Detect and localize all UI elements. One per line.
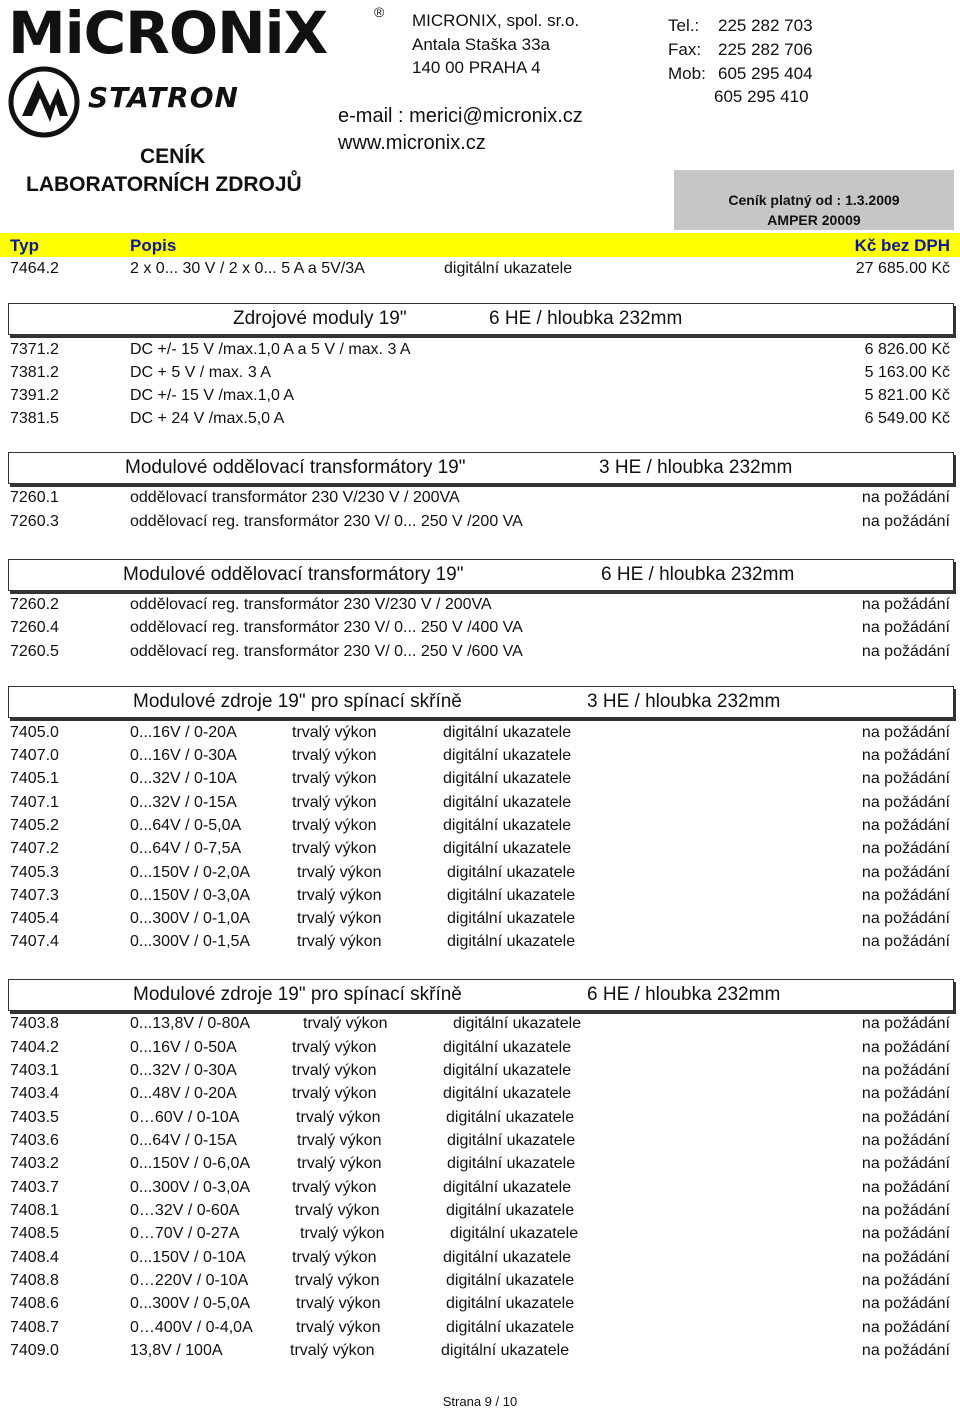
item-description: 0…60V / 0-10A [130, 1109, 240, 1126]
item-price: na požádání [861, 1225, 950, 1242]
item-code: 7408.4 [10, 1249, 59, 1266]
item-price: na požádání [861, 817, 950, 834]
item-price: na požádání [861, 619, 950, 636]
item-description: DC + 5 V / max. 3 A [130, 364, 271, 381]
item-mode: trvalý výkon [297, 887, 382, 904]
item-price: na požádání [861, 643, 950, 660]
item-code: 7403.5 [10, 1109, 59, 1126]
section-subtitle: 3 HE / hloubka 232mm [587, 691, 781, 712]
item-display: digitální ukazatele [453, 1015, 582, 1032]
item-code: 7408.5 [10, 1225, 59, 1242]
price-row [0, 511, 960, 533]
item-mode: trvalý výkon [300, 1225, 385, 1242]
item-mode: trvalý výkon [303, 1015, 388, 1032]
price-row [0, 362, 960, 384]
item-code: 7260.1 [10, 489, 59, 506]
item-mode: trvalý výkon [292, 840, 377, 857]
company-city: 140 00 PRAHA 4 [412, 58, 541, 77]
item-description: DC +/- 15 V /max.1,0 A a 5 V / max. 3 A [130, 341, 411, 358]
item-display: digitální ukazatele [450, 1225, 579, 1242]
item-description: 0...32V / 0-30A [130, 1062, 237, 1079]
item-display: digitální ukazatele [446, 1272, 575, 1289]
item-mode: trvalý výkon [292, 1062, 377, 1079]
item-price: na požádání [861, 864, 950, 881]
price-row [0, 1130, 960, 1152]
item-code: 7407.0 [10, 747, 59, 764]
item-code: 7409.0 [10, 1342, 59, 1359]
section-header [8, 979, 954, 1011]
item-description: 0…400V / 0-4,0A [130, 1319, 253, 1336]
item-price: na požádání [861, 1062, 950, 1079]
price-row [0, 745, 960, 767]
item-price: na požádání [861, 1132, 950, 1149]
item-display: digitální ukazatele [443, 794, 572, 811]
price-row [0, 408, 960, 430]
item-price: na požádání [861, 1155, 950, 1172]
item-price: na požádání [861, 489, 950, 506]
price-row [0, 1247, 960, 1269]
item-mode: trvalý výkon [297, 910, 382, 927]
section-title: Modulové zdroje 19" pro spínací skříně [133, 691, 462, 712]
item-description: 0...48V / 0-20A [130, 1085, 237, 1102]
item-description: DC + 24 V /max.5,0 A [130, 410, 285, 427]
mob-number-1: 605 295 404 [718, 64, 813, 83]
page-number: Strana 9 / 10 [442, 1394, 518, 1409]
item-price: na požádání [861, 770, 950, 787]
item-price: na požádání [861, 1109, 950, 1126]
item-display: digitální ukazatele [446, 1202, 575, 1219]
item-code: 7405.4 [10, 910, 59, 927]
item-mode: trvalý výkon [292, 1039, 377, 1056]
item-price: na požádání [861, 1039, 950, 1056]
item-description: 0...300V / 0-3,0A [130, 1179, 251, 1196]
item-price: na požádání [861, 596, 950, 613]
item-mode: trvalý výkon [292, 794, 377, 811]
price-row [0, 1317, 960, 1339]
price-row [0, 1223, 960, 1245]
item-code: 7408.6 [10, 1295, 59, 1312]
item-display: digitální ukazatele [447, 933, 576, 950]
item-mode: trvalý výkon [297, 1155, 382, 1172]
item-code: 7371.2 [10, 341, 59, 358]
price-row [0, 641, 960, 663]
item-price: 6 826.00 Kč [864, 341, 950, 358]
item-description: 0...32V / 0-10A [130, 770, 237, 787]
item-price: 5 163.00 Kč [864, 364, 950, 381]
price-row [0, 931, 960, 953]
validity-date: Ceník platný od : 1.3.2009 [728, 192, 900, 208]
item-description: oddělovací reg. transformátor 230 V/230 V / 200VA [130, 596, 492, 613]
item-display: digitální ukazatele [443, 1179, 572, 1196]
item-price: na požádání [861, 724, 950, 741]
statron-emblem-icon [8, 66, 80, 138]
item-mode: trvalý výkon [292, 1249, 377, 1266]
mob-number-2: 605 295 410 [714, 87, 809, 106]
price-row [0, 792, 960, 814]
item-description: 0...32V / 0-15A [130, 794, 237, 811]
price-row [0, 908, 960, 930]
item-code: 7408.8 [10, 1272, 59, 1289]
registered-mark: ® [374, 4, 385, 20]
item-description: 0...64V / 0-5,0A [130, 817, 242, 834]
item-description: 0…32V / 0-60A [130, 1202, 240, 1219]
column-header-bar [0, 233, 960, 257]
item-code: 7405.1 [10, 770, 59, 787]
item-description: 0...16V / 0-20A [130, 724, 237, 741]
item-code: 7403.1 [10, 1062, 59, 1079]
item-display: digitální ukazatele [443, 724, 572, 741]
price-row [0, 1153, 960, 1175]
section-subtitle: 3 HE / hloubka 232mm [599, 457, 793, 478]
price-row [0, 1177, 960, 1199]
item-description: 0…220V / 0-10A [130, 1272, 249, 1289]
price-row [0, 885, 960, 907]
item-mode: trvalý výkon [296, 1295, 381, 1312]
item-mode: trvalý výkon [292, 1179, 377, 1196]
item-code: 7404.2 [10, 1039, 59, 1056]
section-header [8, 686, 954, 718]
item-description: 0...150V / 0-2,0A [130, 864, 251, 881]
item-mode: trvalý výkon [292, 1085, 377, 1102]
item-code: 7260.5 [10, 643, 59, 660]
price-row [0, 1083, 960, 1105]
item-mode: trvalý výkon [297, 1132, 382, 1149]
item-price: na požádání [861, 910, 950, 927]
micronix-logo: MiCRONiX [8, 0, 328, 67]
item-code: 7403.6 [10, 1132, 59, 1149]
price-row [0, 838, 960, 860]
item-code: 7405.0 [10, 724, 59, 741]
item-description: 0...16V / 0-30A [130, 747, 237, 764]
item-code: 7407.4 [10, 933, 59, 950]
item-display: digitální ukazatele [441, 1342, 570, 1359]
item-display: digitální ukazatele [443, 1085, 572, 1102]
section-subtitle: 6 HE / hloubka 232mm [587, 984, 781, 1005]
item-description: 0...300V / 0-1,5A [130, 933, 251, 950]
item-price: 5 821.00 Kč [864, 387, 950, 404]
section-title: Modulové oddělovací transformátory 19" [125, 457, 466, 478]
item-description: 13,8V / 100A [130, 1342, 223, 1359]
item-code: 7381.5 [10, 410, 59, 427]
item-description: 0...300V / 0-1,0A [130, 910, 251, 927]
item-code: 7407.1 [10, 794, 59, 811]
item-price: na požádání [861, 513, 950, 530]
price-row [0, 258, 960, 280]
price-row [0, 1037, 960, 1059]
section-title: Modulové zdroje 19" pro spínací skříně [133, 984, 462, 1005]
item-description: 0...64V / 0-15A [130, 1132, 237, 1149]
item-display: digitální ukazatele [446, 1319, 575, 1336]
section-header [8, 303, 954, 335]
section-header [8, 452, 954, 484]
item-display: digitální ukazatele [443, 1062, 572, 1079]
column-popis: Popis [130, 236, 177, 255]
item-price: na požádání [861, 933, 950, 950]
mob-label: Mob: [668, 64, 706, 83]
item-description: 0...300V / 0-5,0A [130, 1295, 251, 1312]
item-price: 27 685.00 Kč [855, 260, 950, 277]
item-code: 7403.2 [10, 1155, 59, 1172]
item-code: 7407.2 [10, 840, 59, 857]
company-web: www.micronix.cz [338, 132, 486, 154]
column-price: Kč bez DPH [854, 236, 950, 255]
price-row [0, 1270, 960, 1292]
section-subtitle: 6 HE / hloubka 232mm [601, 564, 795, 585]
item-display: digitální ukazatele [443, 747, 572, 764]
page-title: CENÍK [140, 145, 206, 168]
item-code: 7403.7 [10, 1179, 59, 1196]
item-mode: trvalý výkon [296, 1319, 381, 1336]
item-display: digitální ukazatele [443, 770, 572, 787]
item-mode: trvalý výkon [297, 933, 382, 950]
item-display: digitální ukazatele [447, 1155, 576, 1172]
item-code: 7260.4 [10, 619, 59, 636]
price-row [0, 1340, 960, 1362]
item-price: na požádání [861, 1295, 950, 1312]
price-row [0, 1013, 960, 1035]
section-subtitle: 6 HE / hloubka 232mm [489, 308, 683, 329]
price-row [0, 487, 960, 509]
item-mode: trvalý výkon [292, 724, 377, 741]
item-mode: trvalý výkon [297, 864, 382, 881]
item-description: 0...150V / 0-3,0A [130, 887, 251, 904]
item-code: 7407.3 [10, 887, 59, 904]
item-code: 7381.2 [10, 364, 59, 381]
item-code: 7405.2 [10, 817, 59, 834]
item-mode: trvalý výkon [292, 817, 377, 834]
item-description: oddělovací transformátor 230 V/230 V / 200VA [130, 489, 460, 506]
fax-number: 225 282 706 [718, 40, 813, 59]
item-code: 7403.8 [10, 1015, 59, 1032]
price-row [0, 1107, 960, 1129]
validity-box [674, 170, 954, 230]
price-row [0, 815, 960, 837]
item-display: digitální ukazatele [447, 910, 576, 927]
item-description: oddělovací reg. transformátor 230 V/ 0... 250 V /600 VA [130, 643, 523, 660]
item-mode: trvalý výkon [295, 1272, 380, 1289]
item-code: 7260.3 [10, 513, 59, 530]
item-price: na požádání [861, 1319, 950, 1336]
item-price: na požádání [861, 1202, 950, 1219]
price-row [0, 722, 960, 744]
price-row [0, 617, 960, 639]
item-display: digitální ukazatele [443, 1249, 572, 1266]
item-code: 7403.4 [10, 1085, 59, 1102]
tel-label: Tel.: [668, 16, 700, 35]
item-display: digitální ukazatele [446, 1109, 575, 1126]
item-display: digitální ukazatele [446, 1295, 575, 1312]
item-description: 0...150V / 0-10A [130, 1249, 246, 1266]
item-display: digitální ukazatele [447, 864, 576, 881]
item-display: digitální ukazatele [444, 260, 573, 277]
item-display: digitální ukazatele [443, 1039, 572, 1056]
item-display: digitální ukazatele [443, 840, 572, 857]
statron-logo: STATRON [88, 81, 239, 114]
section-header [8, 559, 954, 591]
item-price: na požádání [861, 840, 950, 857]
item-description: 0...64V / 0-7,5A [130, 840, 242, 857]
item-description: 2 x 0... 30 V / 2 x 0... 5 A a 5V/3A [130, 260, 365, 277]
validity-code: AMPER 20009 [767, 212, 861, 228]
item-price: na požádání [861, 1249, 950, 1266]
item-price: na požádání [861, 794, 950, 811]
item-mode: trvalý výkon [290, 1342, 375, 1359]
price-row [0, 768, 960, 790]
item-description: 0…70V / 0-27A [130, 1225, 240, 1242]
price-row [0, 1293, 960, 1315]
item-price: na požádání [861, 1085, 950, 1102]
item-description: DC +/- 15 V /max.1,0 A [130, 387, 295, 404]
item-mode: trvalý výkon [296, 1109, 381, 1126]
item-price: na požádání [861, 1342, 950, 1359]
company-name: MICRONIX, spol. sr.o. [412, 11, 580, 30]
price-row [0, 339, 960, 361]
section-title: Modulové oddělovací transformátory 19" [123, 564, 464, 585]
item-code: 7464.2 [10, 260, 59, 277]
item-code: 7408.1 [10, 1202, 59, 1219]
price-row [0, 1200, 960, 1222]
item-description: 0...150V / 0-6,0A [130, 1155, 251, 1172]
item-display: digitální ukazatele [447, 887, 576, 904]
item-price: na požádání [861, 887, 950, 904]
price-row [0, 594, 960, 616]
company-street: Antala Staška 33a [412, 35, 550, 54]
item-price: na požádání [861, 1179, 950, 1196]
item-price: na požádání [861, 747, 950, 764]
item-description: oddělovací reg. transformátor 230 V/ 0... 250 V /400 VA [130, 619, 523, 636]
item-mode: trvalý výkon [295, 1202, 380, 1219]
item-price: na požádání [861, 1015, 950, 1032]
page-subtitle: LABORATORNÍCH ZDROJŮ [26, 173, 302, 196]
section-title: Zdrojové moduly 19" [233, 308, 407, 329]
item-display: digitální ukazatele [447, 1132, 576, 1149]
price-row [0, 385, 960, 407]
item-description: 0...13,8V / 0-80A [130, 1015, 251, 1032]
item-price: 6 549.00 Kč [864, 410, 950, 427]
item-code: 7405.3 [10, 864, 59, 881]
item-description: 0...16V / 0-50A [130, 1039, 237, 1056]
item-code: 7260.2 [10, 596, 59, 613]
item-mode: trvalý výkon [292, 747, 377, 764]
tel-number: 225 282 703 [718, 16, 813, 35]
company-email: e-mail : merici@micronix.cz [338, 105, 583, 127]
item-code: 7408.7 [10, 1319, 59, 1336]
price-row [0, 862, 960, 884]
item-price: na požádání [861, 1272, 950, 1289]
item-description: oddělovací reg. transformátor 230 V/ 0... 250 V /200 VA [130, 513, 523, 530]
fax-label: Fax: [668, 40, 702, 59]
item-display: digitální ukazatele [443, 817, 572, 834]
item-mode: trvalý výkon [292, 770, 377, 787]
column-typ: Typ [10, 236, 39, 255]
price-row [0, 1060, 960, 1082]
item-code: 7391.2 [10, 387, 59, 404]
